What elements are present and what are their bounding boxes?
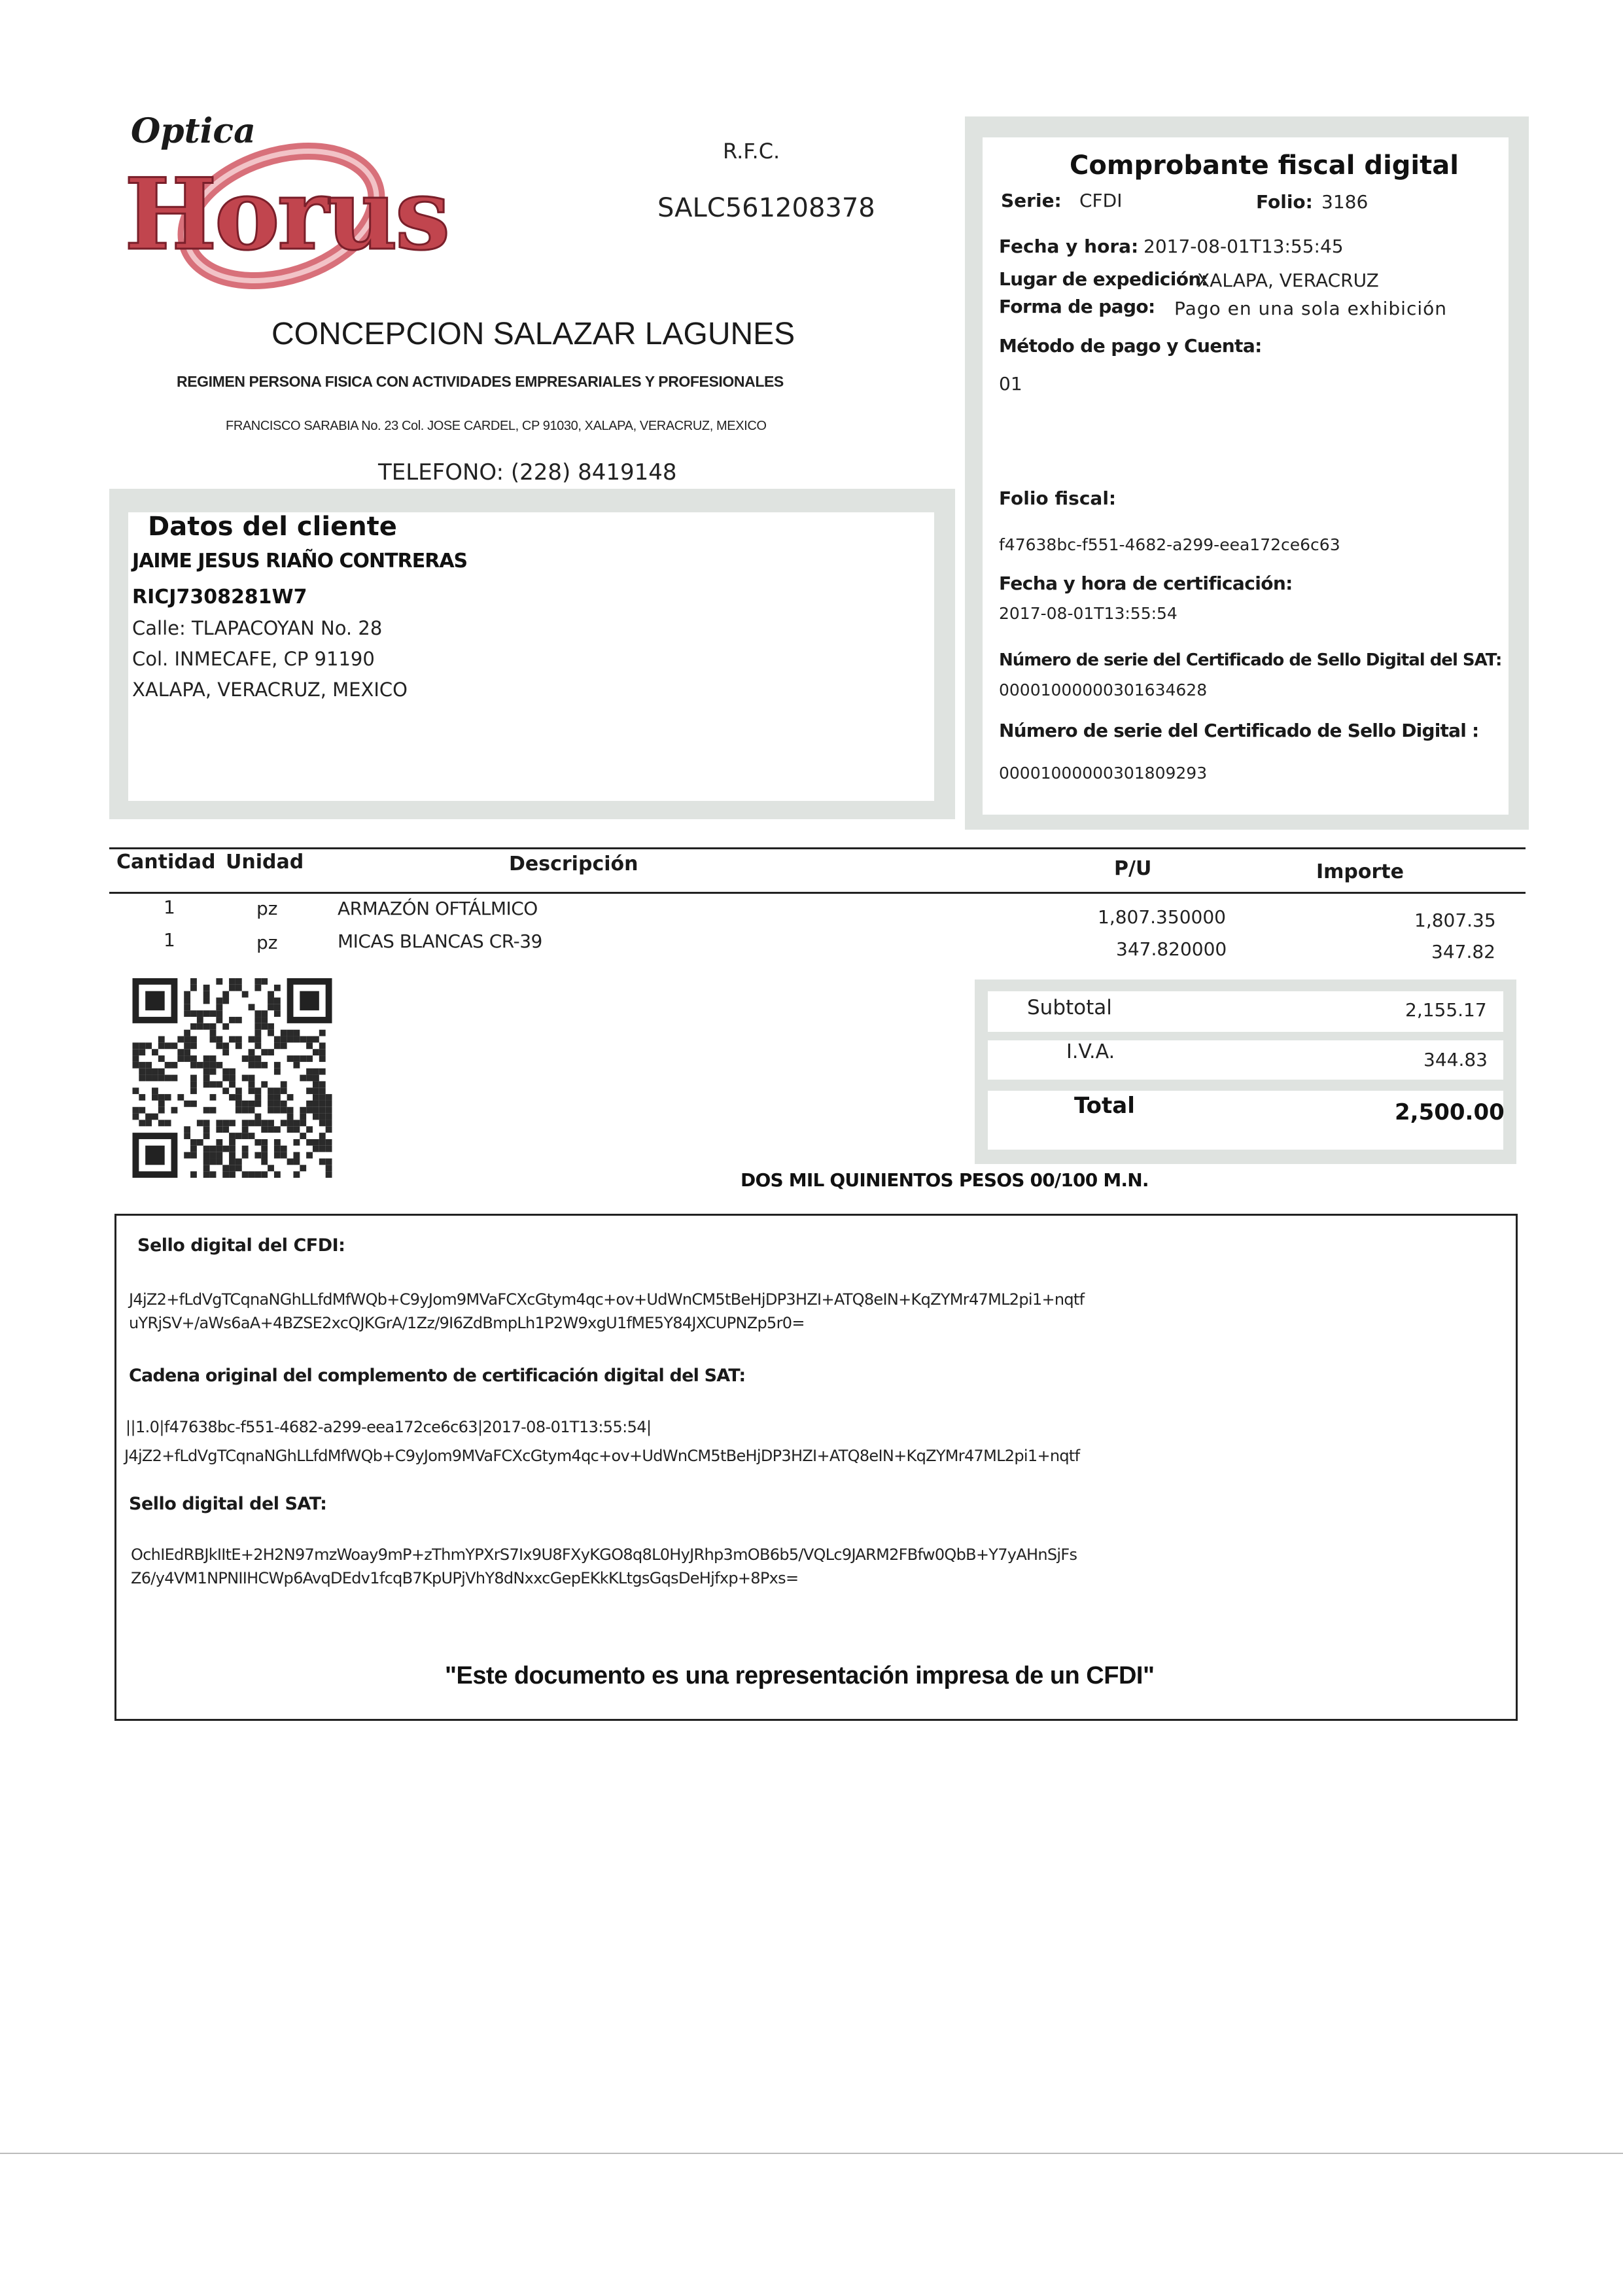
cfdi-footer-note: "Este documento es una representación impresa de un CFDI" xyxy=(445,1662,1155,1689)
col-descripcion: Descripción xyxy=(509,853,638,875)
cfdi-seal-line-2: uYRjSV+/aWs6aA+4BZSE2xcQJKGrA/1Zz/9I6ZdBmpLh1P2W9xgU1fME5Y84JXCUPNZp5r0= xyxy=(129,1314,805,1332)
issuer-phone: TELEFONO: (228) 8419148 xyxy=(378,459,677,486)
qr-code xyxy=(131,978,334,1178)
table-top-rule xyxy=(109,847,1526,849)
subtotal-label: Subtotal xyxy=(1027,996,1112,1019)
iva-value: 344.83 xyxy=(1423,1049,1488,1070)
cfdi-seal-label: Sello digital del CFDI: xyxy=(137,1235,345,1256)
issuer-address: FRANCISCO SARABIA No. 23 Col. JOSE CARDEL, CP 91030, XALAPA, VERACRUZ, MEXICO xyxy=(226,419,767,433)
rfc-label: R.F.C. xyxy=(723,139,780,164)
folio-fiscal-value: f47638bc-f551-4682-a299-eea172ce6c63 xyxy=(999,535,1340,554)
cadena-line-2: J4jZ2+fLdVgTCqnaNGhLLfdMfWQb+C9yJom9MVaFCXcGtym4qc+ov+UdWnCM5tBeHjDP3HZI+ATQ8eIN+KqZYMr47ML2pi1+nqtf xyxy=(124,1447,1080,1465)
sat-seal-line-1: OchIEdRBJkIItE+2H2N97mzWoay9mP+zThmYPXrS7Ix9U8FXyKGO8q8L0HyJRhp3mOB6b5/VQLc9JARM2FBfw0QbB+Y7yAHnSjFs xyxy=(131,1545,1077,1564)
table-row-1-cantidad: 1 xyxy=(164,896,175,918)
lugar-value: XALAPA, VERACRUZ xyxy=(1197,270,1379,291)
table-row-1-importe: 1,807.35 xyxy=(1414,910,1496,931)
sat-cert-value: 00001000000301634628 xyxy=(999,680,1208,699)
sat-cert-label: Número de serie del Certificado de Sello Digital del SAT: xyxy=(999,650,1502,670)
client-name: JAIME JESUS RIAÑO CONTRERAS xyxy=(132,550,468,573)
table-row-1-descripcion: ARMAZÓN OFTÁLMICO xyxy=(338,898,538,919)
subtotal-value: 2,155.17 xyxy=(1405,999,1487,1021)
serie-label: Serie: xyxy=(1001,190,1062,211)
total-value: 2,500.00 xyxy=(1395,1099,1505,1125)
col-unidad: Unidad xyxy=(226,851,304,874)
company-logo xyxy=(118,111,471,301)
metodo-label: Método de pago y Cuenta: xyxy=(999,335,1262,357)
cert-fecha-value: 2017-08-01T13:55:54 xyxy=(999,604,1178,623)
table-row-2-descripcion: MICAS BLANCAS CR-39 xyxy=(338,930,542,952)
serie-value: CFDI xyxy=(1079,190,1123,211)
total-in-words: DOS MIL QUINIENTOS PESOS 00/100 M.N. xyxy=(741,1169,1149,1191)
fiscal-title: Comprobante fiscal digital xyxy=(1070,150,1459,181)
cadena-line-1: ||1.0|f47638bc-f551-4682-a299-eea172ce6c63|2017-08-01T13:55:54| xyxy=(126,1418,652,1436)
issuer-rfc: SALC561208378 xyxy=(657,193,875,223)
table-row-1-pu: 1,807.350000 xyxy=(1098,906,1226,928)
sat-seal-label: Sello digital del SAT: xyxy=(129,1494,327,1514)
forma-value: Pago en una sola exhibición xyxy=(1174,298,1448,319)
cadena-label: Cadena original del complemento de certificación digital del SAT: xyxy=(129,1366,746,1386)
folio-value: 3186 xyxy=(1321,191,1369,213)
client-street: Calle: TLAPACOYAN No. 28 xyxy=(132,617,383,639)
logo-text-optica: Optica xyxy=(131,111,256,151)
cert-fecha-label: Fecha y hora de certificación: xyxy=(999,573,1293,594)
table-row-2-cantidad: 1 xyxy=(164,929,175,951)
table-row-2-importe: 347.82 xyxy=(1431,941,1495,963)
client-title: Datos del cliente xyxy=(148,512,397,542)
cert-label: Número de serie del Certificado de Sello Digital : xyxy=(999,720,1479,741)
col-importe: Importe xyxy=(1316,860,1404,883)
col-cantidad: Cantidad xyxy=(116,851,216,874)
table-row-2-unidad: pz xyxy=(256,932,278,953)
col-pu: P/U xyxy=(1114,857,1152,880)
metodo-value: 01 xyxy=(999,373,1022,395)
table-row-2-pu: 347.820000 xyxy=(1116,938,1227,960)
iva-label: I.V.A. xyxy=(1066,1040,1115,1063)
issuer-regime: REGIMEN PERSONA FISICA CON ACTIVIDADES EMPRESARIALES Y PROFESIONALES xyxy=(177,373,784,390)
table-header-rule xyxy=(109,892,1526,894)
client-city: XALAPA, VERACRUZ, MEXICO xyxy=(132,679,408,701)
logo-text-horus: Horus xyxy=(124,157,448,272)
forma-label: Forma de pago: xyxy=(999,296,1155,317)
issuer-name: CONCEPCION SALAZAR LAGUNES xyxy=(271,317,795,351)
fecha-label: Fecha y hora: xyxy=(999,236,1139,257)
lugar-label: Lugar de expedición: xyxy=(999,268,1208,290)
folio-fiscal-label: Folio fiscal: xyxy=(999,487,1117,509)
fecha-value: 2017-08-01T13:55:45 xyxy=(1143,236,1344,257)
table-row-1-unidad: pz xyxy=(256,898,278,919)
sat-seal-line-2: Z6/y4VM1NPNIIHCWp6AvqDEdv1fcqB7KpUPjVhY8dNxxcGepEKkKLtgsGqsDeHjfxp+8Pxs= xyxy=(131,1569,799,1587)
cfdi-seal-line-1: J4jZ2+fLdVgTCqnaNGhLLfdMfWQb+C9yJom9MVaFCXcGtym4qc+ov+UdWnCM5tBeHjDP3HZI+ATQ8eIN+KqZYMr47ML2pi1+nqtf xyxy=(129,1290,1085,1309)
client-colony: Col. INMECAFE, CP 91190 xyxy=(132,648,375,670)
client-rfc: RICJ7308281W7 xyxy=(132,586,307,609)
total-label: Total xyxy=(1074,1093,1135,1119)
cert-value: 00001000000301809293 xyxy=(999,764,1208,783)
scan-edge-line xyxy=(0,2153,1623,2154)
folio-label: Folio: xyxy=(1256,191,1313,213)
